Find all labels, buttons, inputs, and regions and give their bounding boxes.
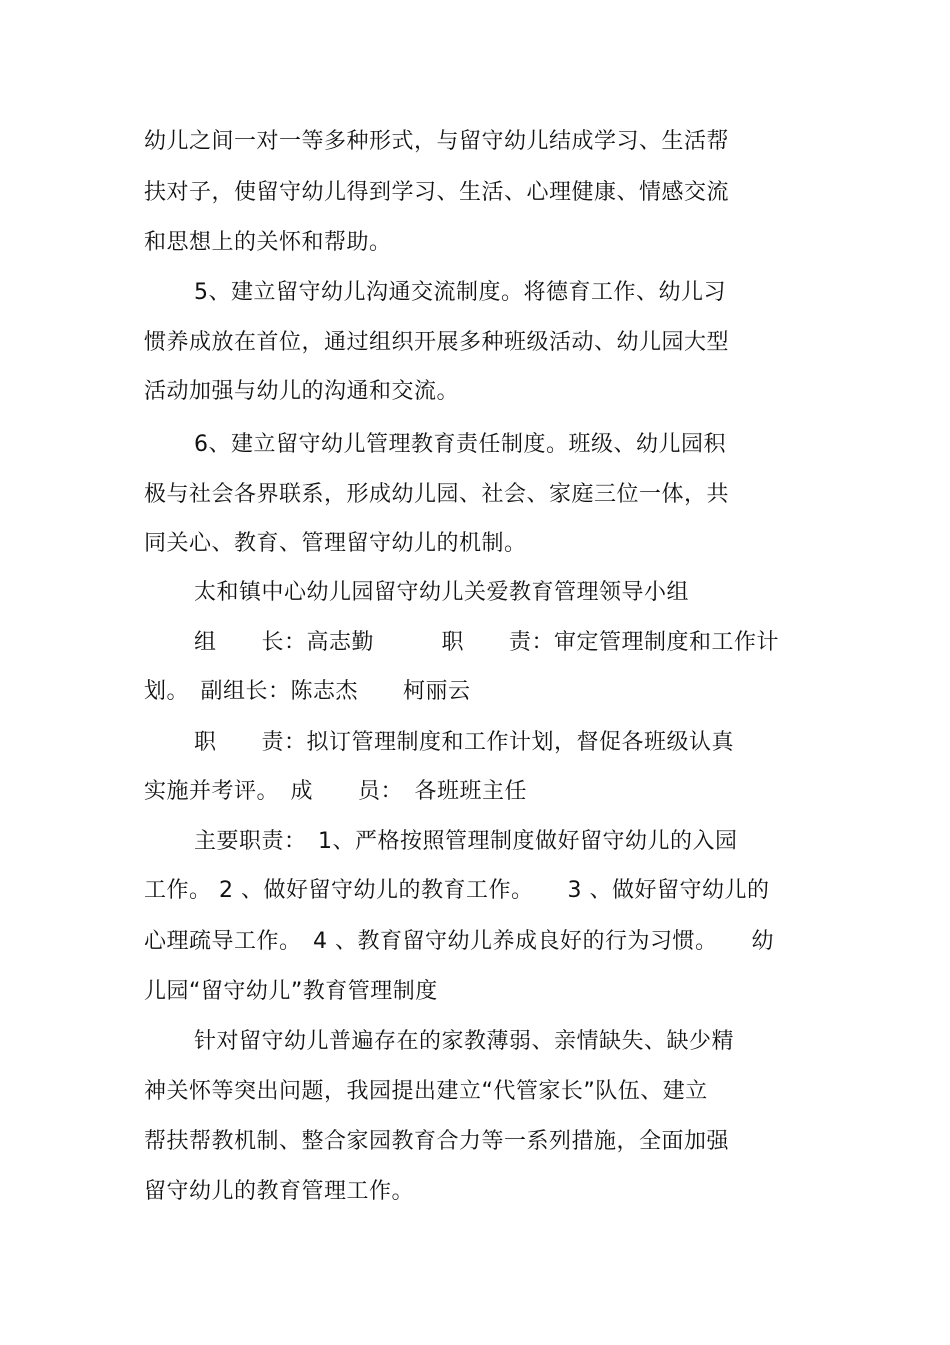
paragraph-start-line: 5、建立留守幼儿沟通交流制度。将德育工作、幼儿习 xyxy=(194,280,726,305)
text-line: 留守幼儿的教育管理工作。 xyxy=(144,1179,415,1204)
text-line: 心理疏导工作。 4 、教育留守幼儿养成良好的行为习惯。 幼 xyxy=(144,929,774,954)
paragraph-start-line: 6、建立留守幼儿管理教育责任制度。班级、幼儿园积 xyxy=(194,432,726,457)
duty-line: 职 责：拟订管理制度和工作计划，督促各班级认真 xyxy=(194,730,735,755)
text-line: 惯养成放在首位，通过组织开展多种班级活动、幼儿园大型 xyxy=(144,330,730,355)
leader-line: 组 长：高志勤 职 责：审定管理制度和工作计 xyxy=(194,630,780,655)
text-line: 极与社会各界联系，形成幼儿园、社会、家庭三位一体，共 xyxy=(144,482,730,507)
members-line: 实施并考评。 成 员： 各班班主任 xyxy=(144,779,528,804)
section-title-line: 儿园“留守幼儿”教育管理制度 xyxy=(144,979,438,1004)
group-title-line: 太和镇中心幼儿园留守幼儿关爱教育管理领导小组 xyxy=(194,580,690,605)
paragraph-start-line: 针对留守幼儿普遍存在的家教薄弱、亲情缺失、缺少精 xyxy=(194,1029,735,1054)
text-line: 同关心、教育、管理留守幼儿的机制。 xyxy=(144,531,527,556)
text-line: 工作。 2 、做好留守幼儿的教育工作。 3 、做好留守幼儿的 xyxy=(144,878,770,903)
text-line: 扶对子，使留守幼儿得到学习、生活、心理健康、情感交流 xyxy=(144,180,730,205)
text-line: 活动加强与幼儿的沟通和交流。 xyxy=(144,379,460,404)
text-line: 幼儿之间一对一等多种形式，与留守幼儿结成学习、生活帮 xyxy=(144,129,730,154)
text-line: 帮扶帮教机制、整合家园教育合力等一系列措施，全面加强 xyxy=(144,1129,730,1154)
text-line: 和思想上的关怀和帮助。 xyxy=(144,230,392,255)
text-line: 神关怀等突出问题，我园提出建立“代管家长”队伍、建立 xyxy=(144,1079,708,1104)
main-duties-line: 主要职责： 1、严格按照管理制度做好留守幼儿的入园 xyxy=(194,829,738,854)
deputy-leader-line: 划。 副组长：陈志杰 柯丽云 xyxy=(144,679,471,704)
